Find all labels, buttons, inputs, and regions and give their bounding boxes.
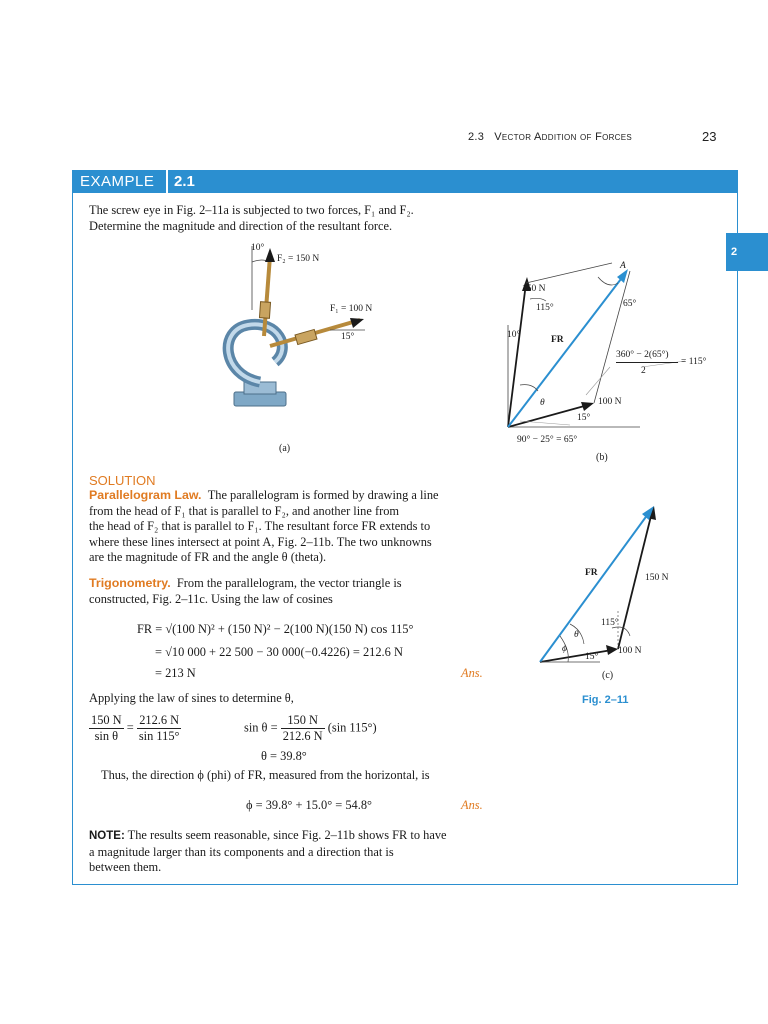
sin-theta-equation — [244, 713, 377, 744]
note-line-3: between them. — [89, 860, 162, 874]
sines-fraction-2 — [137, 713, 182, 744]
fig-a-angle-10: 10° — [251, 243, 265, 253]
sin-theta-d: 212.6 N — [282, 729, 323, 743]
parallelogram-line-5: are the magnitude of FR and the angle θ (theta). — [89, 550, 327, 564]
note-label: NOTE: — [89, 830, 125, 842]
fig-b-formula-top: 360° − 2(65°) — [616, 350, 669, 360]
parallelogram-line-2: from the head of F₁ that is parallel to F₂, and another line from — [89, 503, 400, 518]
sines-fraction-1 — [89, 713, 124, 744]
sines-ratio-equation: $\frac{150 N}{\text{sin θ}}$ = $\frac{212.6 N}{\sin 115^\circ}$ — [91, 713, 180, 743]
example-separator — [166, 170, 168, 193]
answer-label-1: Ans. — [461, 666, 483, 680]
chapter-tab: 2 — [726, 233, 768, 271]
fig-a-f2-label: F₂ = 150 N — [277, 254, 320, 264]
fig-b-leader-2 — [520, 421, 570, 425]
phi-equation: ϕ = 39.8° + 15.0° = 54.8° — [246, 798, 372, 812]
sin-theta-tail: (sin 115°) — [327, 720, 377, 735]
fig-b-label-115: 115° — [536, 303, 554, 313]
trigonometry-title: Trigonometry. — [89, 576, 171, 590]
fig-b-label-100: 100 N — [598, 397, 622, 407]
example-banner — [72, 170, 738, 193]
sin-theta-fraction — [281, 713, 325, 744]
trig-line-1: From the parallelogram, the vector triangle is — [176, 576, 402, 590]
fig-2-11-caption: Fig. 2–11 — [582, 694, 629, 706]
note-line-1: The results seem reasonable, since Fig. 2–11b shows FR to have — [127, 828, 447, 842]
sin-theta-lhs: sin θ = — [244, 720, 278, 735]
page-number: 23 — [702, 129, 717, 144]
note-paragraph — [89, 828, 487, 876]
example-word: EXAMPLE — [80, 173, 155, 190]
fig-b-caption: (b) — [596, 452, 608, 463]
cosine-equation-3: = 213 N — [155, 666, 196, 680]
fig-b-label-fr: FR — [551, 335, 564, 345]
cosine-equation-2: = √10 000 + 22 500 − 30 000(−0.4226) = 212.6 N — [155, 645, 403, 659]
fig-a-f1-arrowhead — [350, 318, 364, 328]
problem-statement — [89, 203, 489, 234]
fig-a-angle-15: 15° — [341, 332, 355, 342]
fig-b-label-15: 15° — [577, 413, 591, 423]
fig-c-f1-arrowhead — [606, 645, 618, 655]
fig-c-label-phi: ϕ — [562, 644, 567, 654]
sines-intro: Applying the law of sines to determine θ, — [89, 691, 294, 705]
fig-a-f2-turnbuckle — [259, 302, 270, 319]
fig-b-f1-vector — [508, 405, 591, 427]
sines-d1: sin θ — [94, 729, 119, 743]
fig-b-65-arc — [598, 277, 618, 285]
figure-a-screw-eye — [200, 240, 400, 440]
trig-line-2: constructed, Fig. 2–11c. Using the law of cosines — [89, 591, 333, 606]
example-number: 2.1 — [174, 173, 195, 190]
fig-b-label-65: 65° — [623, 299, 637, 309]
fig-c-label-100: 100 N — [618, 646, 642, 656]
fig-c-caption: (c) — [602, 670, 614, 681]
parallelogram-paragraph — [89, 488, 487, 566]
fig-b-formula-result: = 115° — [681, 357, 707, 367]
section-number: 2.3 — [468, 131, 485, 143]
fig-b-parallel-top — [526, 263, 612, 283]
fig-b-formula-bar — [616, 362, 678, 363]
fig-b-formula-bottom: 2 — [641, 366, 646, 376]
fig-c-label-115: 115° — [601, 618, 619, 628]
figure-c-triangle — [530, 500, 730, 670]
fig-b-bottom-formula: 90° − 25° = 65° — [517, 435, 578, 445]
parallelogram-line-4: where these lines intersect at point A, Fig. 2–11b. The two unknowns — [89, 534, 432, 549]
fig-b-leader-1 — [586, 367, 610, 395]
fig-c-label-theta: θ — [574, 630, 579, 640]
cosine-equation-1: FR = √(100 N)² + (150 N)² − 2(100 N)(150 N) cos 115° — [137, 622, 414, 636]
direction-line: Thus, the direction ϕ (phi) of FR, measured from the horizontal, is — [101, 768, 430, 782]
fig-c-label-150: 150 N — [645, 573, 669, 583]
fig-b-label-a: A — [620, 261, 626, 271]
running-header — [468, 131, 632, 143]
sines-d2: sin 115° — [138, 729, 180, 743]
problem-line-1: The screw eye in Fig. 2–11a is subjected to two forces, F₁ and F₂. — [89, 203, 414, 217]
theta-result: θ = 39.8° — [261, 749, 307, 763]
sines-n1: 150 N — [91, 713, 122, 727]
fig-c-resultant — [540, 514, 648, 662]
problem-line-2: Determine the magnitude and direction of the resultant force. — [89, 218, 393, 233]
section-title: Vector Addition of Forces — [494, 131, 633, 143]
parallelogram-line-1: The parallelogram is formed by drawing a line — [207, 488, 439, 502]
fig-c-label-15: 15° — [585, 652, 599, 662]
fig-a-caption: (a) — [279, 443, 291, 454]
trigonometry-paragraph — [89, 576, 487, 607]
fig-a-f1-label: F₁ = 100 N — [330, 304, 373, 314]
fig-b-f1-arrowhead — [581, 402, 594, 411]
parallelogram-line-3: the head of F₂ that is parallel to F₁. The resultant force FR extends to — [89, 519, 431, 533]
fig-b-label-10: 10° — [507, 330, 521, 340]
fig-b-label-150: 150 N — [522, 284, 546, 294]
solution-heading: SOLUTION — [89, 473, 156, 488]
fig-a-f1-turnbuckle — [295, 329, 317, 344]
sines-n2: 212.6 N — [137, 713, 182, 729]
fig-b-label-theta: θ — [540, 398, 545, 408]
answer-label-2: Ans. — [461, 798, 483, 812]
fig-a-f2-arrowhead — [265, 248, 275, 262]
note-line-2: a magnitude larger than its components and a direction that is — [89, 844, 394, 859]
parallelogram-title: Parallelogram Law. — [89, 488, 202, 502]
fig-b-115-arc — [530, 298, 546, 301]
fig-c-label-fr: FR — [585, 568, 598, 578]
fig-c-f1-vector — [540, 650, 612, 662]
sin-theta-n: 150 N — [281, 713, 325, 729]
